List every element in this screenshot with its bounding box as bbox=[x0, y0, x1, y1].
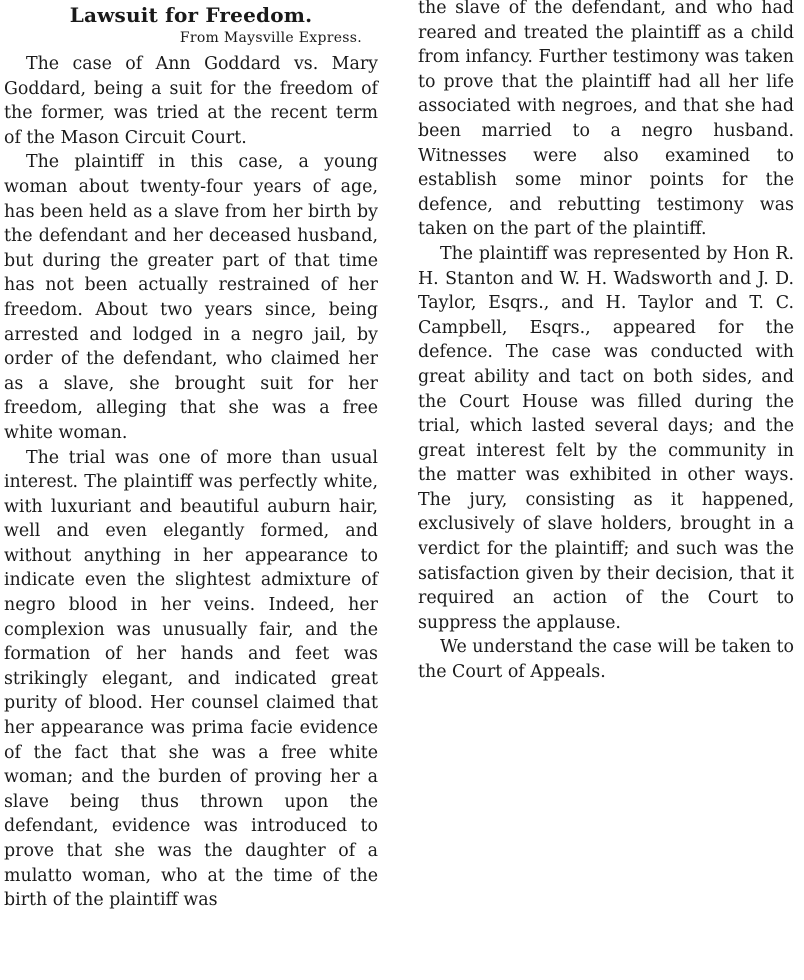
paragraph: The trial was one of more than usual interest. The plaintiff was perfectly white, with luxuriant and beautiful auburn hair, well and even elegantly formed, and without anything in her appearance to indicate even the slightest admixture of negro blood in her veins. Indeed, her complexion was unusually fair, and the formation of her hands and feet was strikingly elegant, and indicated great purity of blood. Her counsel claimed that her appearance was prima facie evidence of the fact that she was a free white woman; and the burden of proving her a slave being thus thrown upon the defendant, evidence was introduced to prove that she was the daughter of a mulatto woman, who at the time of the birth of the plaintiff was bbox=[4, 447, 378, 911]
right-column bbox=[418, 0, 794, 685]
article-title: Lawsuit for Freedom. bbox=[69, 3, 313, 27]
paragraph: The plaintiff in this case, a young woman about twenty-four years of age, has been held as a slave from her birth by the defendant and her deceased husband, but during the greater part of that time has not been actually restrained of her freedom. About two years since, being arrested and lodged in a negro jail, by order of the defendant, who claimed her as a slave, she brought suit for her freedom, alleging that she was a free white woman. bbox=[4, 152, 378, 443]
paragraph: The plaintiff was represented by Hon R. H. Stanton and W. H. Wadsworth and J. D. Taylor, Esqrs., and H. Taylor and T. C. Campbell, Esqrs., appeared for the defence. The case was conducted with great ability and tact on both sides, and the Court House was filled during the trial, which lasted several days; and the great interest felt by the community in the matter was exhibited in other ways. The jury, consisting as it happened, exclusively of slave holders, brought in a verdict for the plaintiff; and such was the satisfaction given by their decision, that it required an action of the Court to suppress the applause. bbox=[418, 243, 794, 633]
paragraph: The case of Ann Goddard vs. Mary Goddard, being a suit for the freedom of the former, was tried at the recent term of the Mason Circuit Court. bbox=[4, 54, 378, 148]
paragraph-continuation: the slave of the defendant, and who had reared and treated the plaintiff as a child from infancy. Further testimony was taken to prove that the plaintiff had all her life associated with negroes, and that she had been married to a negro husband. Witnesses were also examined to establish some minor points for the defence, and rebutting testimony was taken on the part of the plaintiff. bbox=[418, 0, 794, 240]
paragraph: We understand the case will be taken to the Court of Appeals. bbox=[418, 637, 794, 683]
left-column bbox=[4, 0, 378, 913]
article-source: From Maysville Express. bbox=[179, 30, 362, 46]
